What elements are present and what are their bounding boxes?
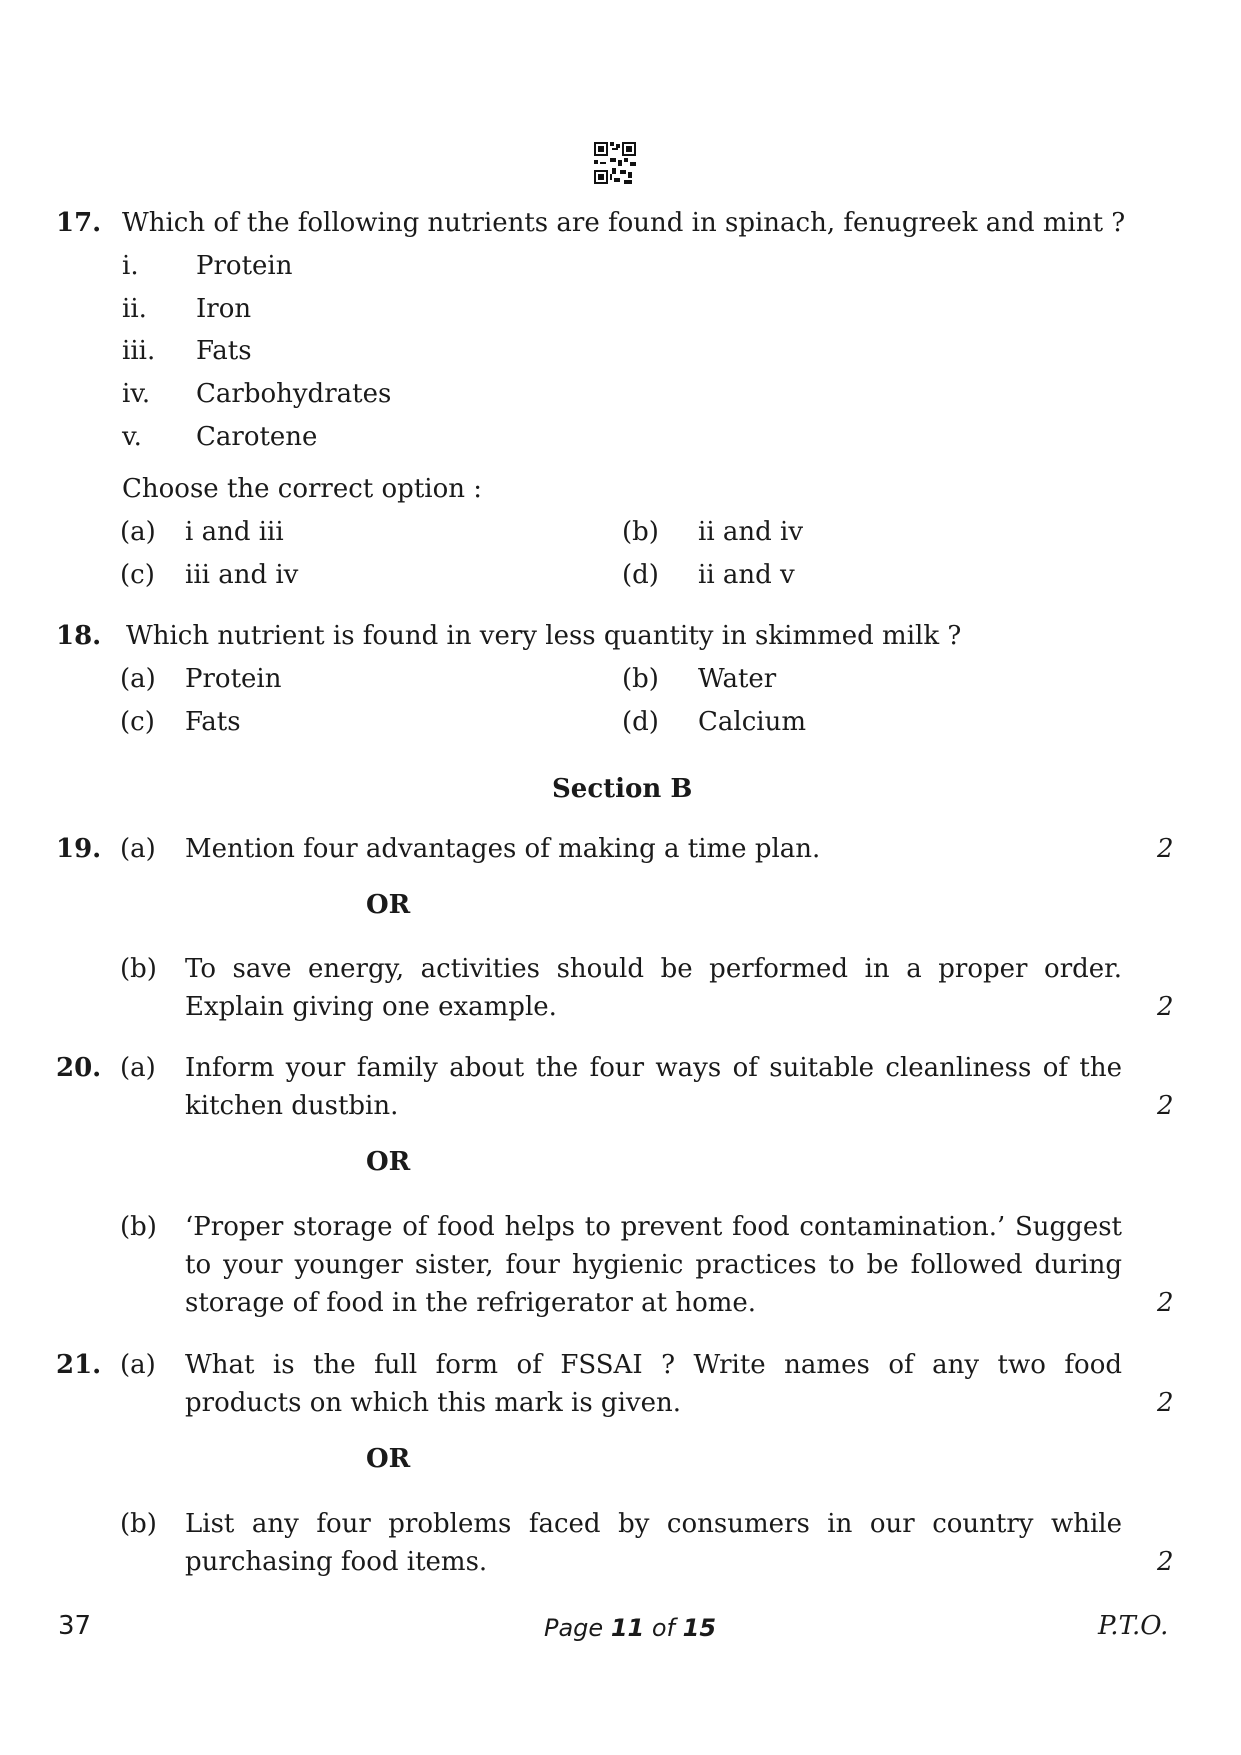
q18-number: 18.	[56, 621, 102, 651]
q19-b-key: (b)	[120, 954, 157, 984]
q17-option-text: ii and iv	[698, 517, 804, 547]
q21-number: 21.	[56, 1350, 102, 1380]
q21-a-marks: 2	[1157, 1388, 1174, 1418]
q20-b-line1: ‘Proper storage of food helps to prevent food contamination.’ Suggest	[185, 1212, 1122, 1242]
q17-item-roman: v.	[122, 422, 142, 452]
or-label: OR	[366, 890, 411, 920]
q20-b-key: (b)	[120, 1212, 157, 1242]
q19-b-line1: To save energy, activities should be performed in a proper order.	[185, 954, 1122, 984]
q17-item-label: Fats	[196, 336, 252, 366]
q18-option-key: (a)	[120, 664, 156, 694]
q17-item-label: Protein	[196, 251, 293, 281]
page-number: 11	[610, 1614, 645, 1642]
q17-option-text: iii and iv	[185, 560, 299, 590]
pto-label: P.T.O.	[1098, 1611, 1169, 1641]
q17-item-label: Iron	[196, 294, 252, 324]
q21-b-line1: List any four problems faced by consumers in our country while	[185, 1509, 1122, 1539]
page-total: 15	[682, 1614, 717, 1642]
paper-code: 37	[58, 1611, 92, 1641]
q18-option-text: Water	[698, 664, 777, 694]
q21-b-key: (b)	[120, 1509, 157, 1539]
q19-a-marks: 2	[1157, 834, 1174, 864]
q20-number: 20.	[56, 1053, 102, 1083]
q17-instruction: Choose the correct option :	[122, 474, 483, 504]
or-label: OR	[366, 1147, 411, 1177]
q17-option-text: i and iii	[185, 517, 284, 547]
q17-option-text: ii and v	[698, 560, 795, 590]
q20-b-marks: 2	[1157, 1288, 1174, 1318]
of-word: of	[651, 1614, 676, 1642]
q20-a-marks: 2	[1157, 1091, 1174, 1121]
q18-text: Which nutrient is found in very less quantity in skimmed milk ?	[126, 621, 962, 651]
q17-text: Which of the following nutrients are found in spinach, fenugreek and mint ?	[122, 208, 1126, 238]
q17-option-key: (d)	[622, 560, 659, 590]
q19-number: 19.	[56, 834, 102, 864]
q18-option-key: (b)	[622, 664, 659, 694]
page-word: Page	[544, 1614, 604, 1642]
q19-a-text: Mention four advantages of making a time plan.	[185, 834, 821, 864]
q20-a-line2: kitchen dustbin.	[185, 1091, 399, 1121]
q18-option-text: Fats	[185, 707, 241, 737]
q17-item-roman: iv.	[122, 379, 151, 409]
q17-option-key: (b)	[622, 517, 659, 547]
q17-option-key: (c)	[120, 560, 155, 590]
q17-item-label: Carotene	[196, 422, 318, 452]
q18-option-key: (c)	[120, 707, 155, 737]
q21-a-key: (a)	[120, 1350, 156, 1380]
q20-a-line1: Inform your family about the four ways of suitable cleanliness of the	[185, 1053, 1122, 1083]
page-indicator	[544, 1610, 716, 1646]
q17-item-roman: i.	[122, 251, 139, 281]
q21-b-line2: purchasing food items.	[185, 1547, 488, 1577]
q17-number: 17.	[56, 208, 102, 238]
q17-option-key: (a)	[120, 517, 156, 547]
q21-a-line1: What is the full form of FSSAI ? Write names of any two food	[185, 1350, 1122, 1380]
q21-b-marks: 2	[1157, 1547, 1174, 1577]
q21-a-line2: products on which this mark is given.	[185, 1388, 681, 1418]
q18-option-key: (d)	[622, 707, 659, 737]
q17-item-roman: iii.	[122, 336, 156, 366]
q17-item-label: Carbohydrates	[196, 379, 392, 409]
q20-b-line3: storage of food in the refrigerator at home.	[185, 1288, 757, 1318]
q20-b-line2: to your younger sister, four hygienic practices to be followed during	[185, 1250, 1122, 1280]
qr-code	[594, 142, 636, 184]
q18-option-text: Protein	[185, 664, 282, 694]
section-title: Section B	[552, 774, 693, 804]
q17-item-roman: ii.	[122, 294, 147, 324]
q19-b-marks: 2	[1157, 992, 1174, 1022]
q19-a-key: (a)	[120, 834, 156, 864]
q20-a-key: (a)	[120, 1053, 156, 1083]
q18-option-text: Calcium	[698, 707, 806, 737]
or-label: OR	[366, 1444, 411, 1474]
q19-b-line2: Explain giving one example.	[185, 992, 557, 1022]
